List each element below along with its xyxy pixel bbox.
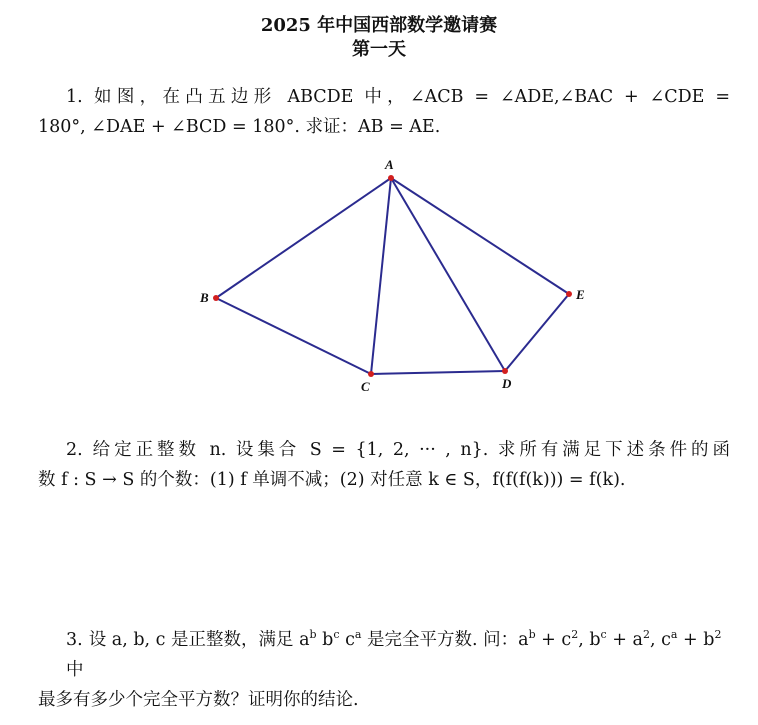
problem-2-number: 2. [66, 440, 83, 460]
vertex-label-A: A [385, 157, 394, 172]
problem-2 [38, 435, 730, 495]
problem-1-text-line-1: 如图，在凸五边形 ABCDE 中，∠ACB = ∠ADE,∠BAC + ∠CDE = [88, 87, 730, 107]
vertex-D [502, 368, 508, 374]
vertex-label-C: C [361, 379, 370, 394]
edge-AB [216, 178, 391, 298]
edge-DE [505, 294, 569, 371]
problem-3-line-1 [38, 625, 730, 685]
problem-2-text-line-2: 数 f : S → S 的个数：(1) f 单调不减；(2) 对任意 k ∈ S，f(f(f(k))) = f(k). [38, 470, 626, 490]
problem-2-line-1 [38, 435, 730, 465]
problem-1-text-line-2: 180°, ∠DAE + ∠BCD = 180°. 求证：AB = AE. [38, 117, 441, 137]
edge-AD [391, 178, 505, 371]
vertex-E [566, 291, 572, 297]
figure-edges [216, 178, 569, 374]
problem-3-text-line-1: 设 a, b, c 是正整数，满足 $a^b$ $b^c$ $c^a$ 是完全平方数. 问：$a^b + c^2$, $b^c + a^2$, $c^a + b^2$ 中 [66, 628, 722, 680]
problem-1-line-1 [38, 82, 730, 112]
pentagon-figure [180, 150, 600, 400]
edge-CD [371, 371, 505, 374]
vertex-label-E: E [576, 287, 585, 302]
edge-EA [391, 178, 569, 294]
vertex-B [213, 295, 219, 301]
edge-BC [216, 298, 371, 374]
problem-1-number: 1. [66, 87, 83, 107]
figure-labels [199, 157, 585, 394]
document-title: 2025 年中国西部数学邀请赛 [260, 15, 498, 36]
document-subtitle: 第一天 [352, 39, 406, 60]
figure-vertices [213, 175, 572, 377]
vertex-label-D: D [502, 376, 512, 391]
problem-1 [38, 82, 730, 142]
vertex-C [368, 371, 374, 377]
vertex-A [388, 175, 394, 181]
problem-3-text-line-2: 最多有多少个完全平方数？证明你的结论. [38, 690, 359, 710]
problem-3-number: 3. [66, 630, 83, 650]
edge-AC [371, 178, 391, 374]
problem-3 [38, 625, 730, 715]
vertex-label-B: B [200, 290, 209, 305]
problem-2-text-line-1: 给定正整数 n. 设集合 S = {1, 2, ··· , n}. 求所有满足下述条件的函 [88, 440, 730, 460]
